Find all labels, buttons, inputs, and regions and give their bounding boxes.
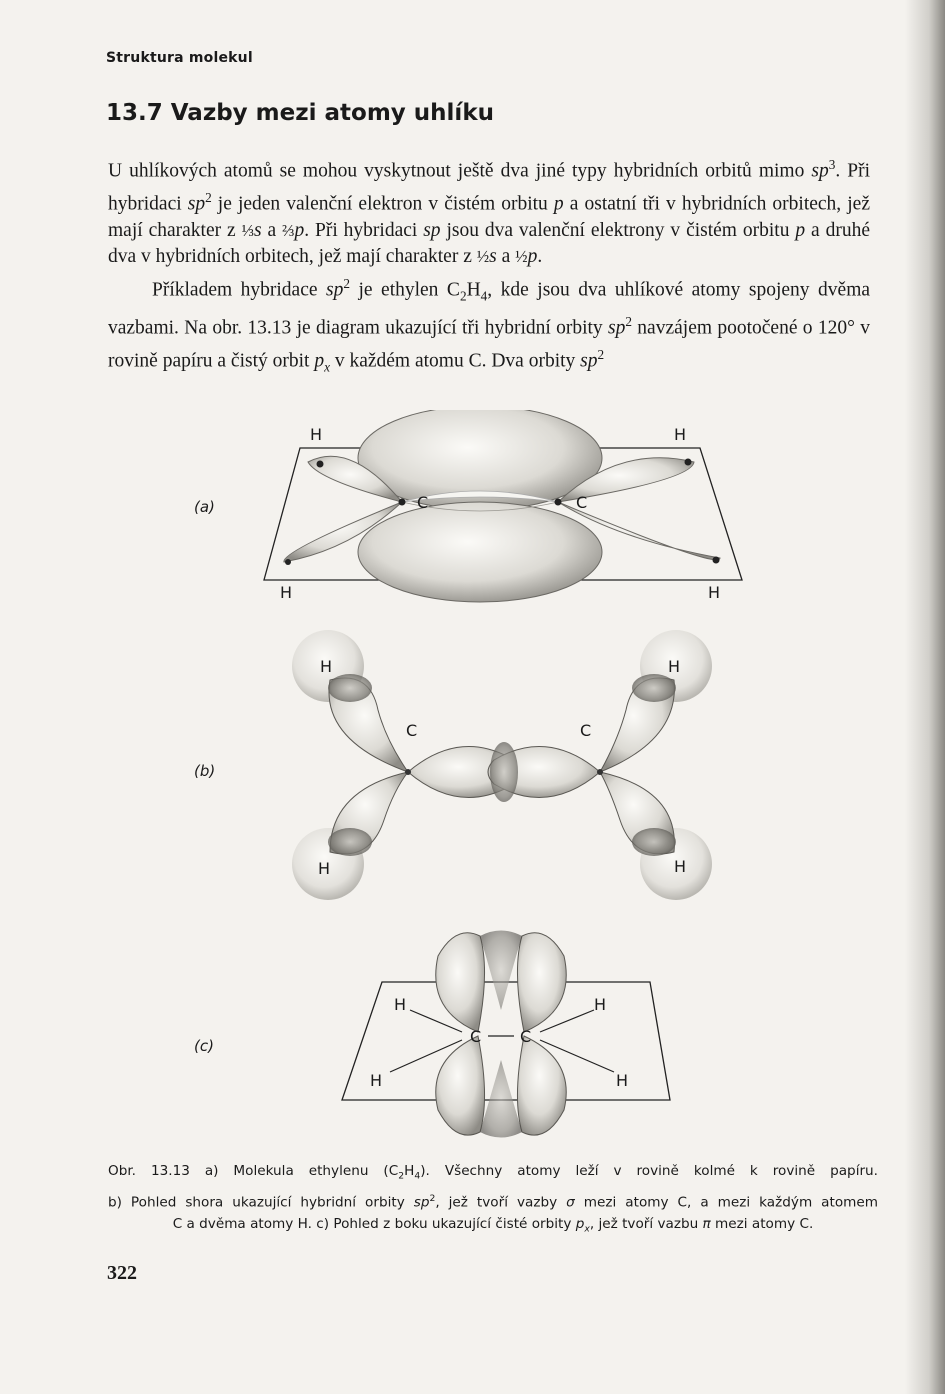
- text-run: H: [404, 1163, 415, 1179]
- atom-label-h: H: [674, 857, 687, 876]
- section-title-text: Vazby mezi atomy uhlíku: [170, 100, 494, 126]
- text-run: sp: [608, 317, 626, 339]
- text-run: sp: [423, 219, 441, 241]
- panel-a-pi-lobe-bottom: [358, 502, 602, 602]
- atom-label-c: C: [580, 721, 592, 740]
- atom-label-c: C: [406, 721, 418, 740]
- text-run: p: [553, 193, 564, 215]
- text-run: p: [314, 350, 325, 372]
- subscript: 2: [459, 288, 467, 304]
- panel-b-diagram: [292, 630, 712, 900]
- panel-a-h-nucleus: [317, 461, 324, 468]
- panel-c-pi-overlap-bottom: [480, 1060, 522, 1138]
- superscript: 2: [343, 275, 350, 291]
- figure-drawing: [180, 410, 780, 1150]
- text-run: sp: [326, 279, 344, 301]
- text-run: sp: [187, 193, 206, 215]
- fraction: ⅔: [282, 220, 295, 240]
- text-run: mezi atomy C.: [710, 1216, 814, 1233]
- atom-label-c: C: [520, 1027, 532, 1046]
- caption-line: [108, 1188, 878, 1214]
- atom-label-h: H: [370, 1071, 383, 1090]
- atom-label-c: C: [576, 493, 588, 512]
- text-run: U uhlíkových atomů se mohou vyskytnout ještě dva jiné typy hybridních orbitů mimo: [108, 160, 812, 182]
- subscript: x: [324, 359, 330, 375]
- superscript: 2: [429, 1192, 436, 1204]
- atom-label-h: H: [668, 657, 681, 676]
- fraction: ½: [515, 247, 528, 267]
- paragraph: [108, 271, 870, 382]
- text-run: ). Všechny atomy leží v rovině kolmé k rovině papíru.: [420, 1163, 878, 1179]
- atom-label-h: H: [318, 859, 331, 878]
- text-run: .: [537, 246, 543, 268]
- figure-caption: [108, 1160, 878, 1241]
- panel-a-h-nucleus: [285, 559, 291, 565]
- atom-label-h: H: [280, 583, 293, 602]
- text-run: je ethylen C: [349, 279, 460, 301]
- panel-b-c-nucleus: [405, 769, 411, 775]
- superscript: 2: [625, 314, 632, 330]
- body-text: [108, 152, 870, 381]
- figure-13-13: [180, 410, 780, 1150]
- panel-b-overlap-region: [328, 674, 372, 702]
- subscript: x: [584, 1223, 590, 1235]
- atom-label-c: C: [417, 493, 429, 512]
- fraction: ⅓: [241, 220, 254, 240]
- panel-c-pz-lobe-top: [436, 933, 485, 1032]
- panel-label-c: (c): [194, 1037, 214, 1055]
- text-run: , jež tvoří vazbu: [589, 1216, 703, 1233]
- text-run: sp: [413, 1194, 430, 1211]
- page-number: 322: [107, 1262, 137, 1284]
- text-run: π: [702, 1216, 711, 1233]
- section-title: [106, 100, 494, 126]
- text-run: C a dvěma atomy H. c) Pohled z boku ukazující čisté orbity: [172, 1216, 576, 1233]
- text-run: a: [496, 246, 516, 268]
- text-run: p: [575, 1216, 585, 1233]
- superscript: 2: [597, 347, 605, 363]
- caption-line: [108, 1160, 878, 1188]
- panel-a-h-nucleus: [713, 557, 720, 564]
- panel-label-a: (a): [194, 498, 215, 516]
- panel-c-pz-lobe-bottom: [436, 1036, 485, 1135]
- section-number: 13.7: [106, 100, 163, 126]
- atom-label-h: H: [674, 425, 687, 444]
- text-run: a druhé dva v hybridních orbitech, jež mají charakter z: [108, 219, 870, 268]
- subscript: 4: [414, 1170, 421, 1182]
- text-run: p: [527, 246, 538, 268]
- text-run: jsou dva valenční elektrony v čistém orbitu: [440, 219, 796, 241]
- text-run: . Při hybridaci: [304, 219, 424, 241]
- panel-b-c-nucleus: [597, 769, 603, 775]
- superscript: 3: [828, 157, 836, 172]
- subscript: 4: [480, 288, 488, 304]
- atom-label-h: H: [320, 657, 333, 676]
- atom-label-c: C: [470, 1027, 482, 1046]
- subscript: 2: [398, 1170, 405, 1182]
- atom-label-h: H: [394, 995, 407, 1014]
- text-run: . Při hybridaci: [108, 160, 871, 215]
- text-run: je jeden valenční elektron v čistém orbitu: [211, 193, 554, 215]
- text-run: sp: [580, 350, 598, 372]
- panel-c-diagram: [342, 931, 670, 1138]
- text-run: , jež tvoří vazby: [435, 1194, 567, 1211]
- text-run: a: [261, 219, 283, 241]
- panel-b-overlap-region: [632, 674, 676, 702]
- atom-label-h: H: [594, 995, 607, 1014]
- text-run: , kde jsou dva uhlíkové atomy spojeny dvěma vazbami. Na obr. 13.13 je diagram ukazující tři hybridní orbity: [108, 279, 871, 339]
- panel-b-overlap-region: [328, 828, 372, 856]
- paragraph: [108, 152, 870, 271]
- text-run: navzájem pootočené o 120° v rovině papíru a čistý orbit: [108, 317, 871, 372]
- text-run: sp: [811, 160, 829, 182]
- text-run: Obr. 13.13 a) Molekula ethylenu (C: [108, 1163, 399, 1179]
- atom-label-h: H: [310, 425, 323, 444]
- text-run: mezi atomy C, a mezi každým atomem: [574, 1194, 879, 1211]
- text-run: b) Pohled shora ukazující hybridní orbity: [108, 1194, 414, 1211]
- atom-label-h: H: [708, 583, 721, 602]
- atom-label-h: H: [616, 1071, 629, 1090]
- panel-c-pi-overlap-top: [480, 931, 522, 1011]
- panel-b-overlap-region: [632, 828, 676, 856]
- panel-c-pz-lobe-top: [517, 933, 566, 1032]
- panel-a-diagram: [264, 410, 742, 602]
- text-run: σ: [566, 1194, 575, 1211]
- panel-a-c-nucleus: [399, 499, 406, 506]
- text-run: p: [795, 219, 806, 241]
- text-run: a ostatní tři v hybridních orbitech, jež mají charakter z: [108, 193, 870, 241]
- page-gutter-shadow: [905, 0, 945, 1394]
- panel-b-overlap-region: [490, 742, 518, 802]
- text-run: H: [466, 279, 481, 301]
- text-run: v každém atomu C. Dva orbity: [329, 350, 581, 372]
- text-run: s: [253, 219, 262, 241]
- panel-a-h-nucleus: [685, 459, 692, 466]
- fraction: ½: [476, 247, 490, 267]
- running-head: Struktura molekul: [106, 50, 253, 66]
- text-run: Příkladem hybridace: [152, 279, 327, 301]
- panel-label-b: (b): [194, 762, 216, 780]
- text-run: s: [489, 246, 497, 268]
- caption-line: [108, 1213, 878, 1241]
- superscript: 2: [205, 189, 212, 205]
- text-run: p: [294, 219, 305, 241]
- panel-c-pz-lobe-bottom: [517, 1036, 566, 1135]
- panel-a-c-nucleus: [555, 499, 562, 506]
